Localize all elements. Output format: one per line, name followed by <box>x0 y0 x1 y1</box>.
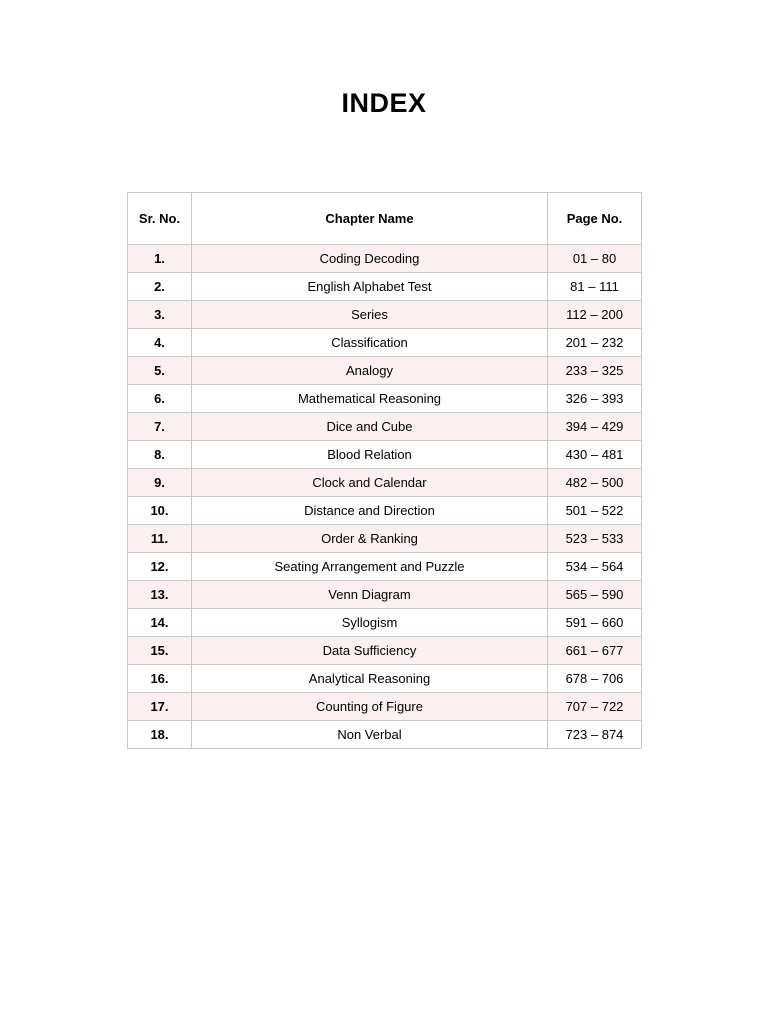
row-chapter-name: Non Verbal <box>192 721 548 749</box>
table-row <box>128 525 642 553</box>
header-page-no: Page No. <box>548 193 642 245</box>
table-row <box>128 301 642 329</box>
row-sr-no: 6. <box>128 385 192 413</box>
row-page-range: 707 – 722 <box>548 693 642 721</box>
row-chapter-name: Syllogism <box>192 609 548 637</box>
row-page-range: 01 – 80 <box>548 245 642 273</box>
row-chapter-name: Dice and Cube <box>192 413 548 441</box>
page-title: INDEX <box>341 88 427 118</box>
row-sr-no: 10. <box>128 497 192 525</box>
table-row <box>128 441 642 469</box>
row-sr-no: 16. <box>128 665 192 693</box>
row-chapter-name: Data Sufficiency <box>192 637 548 665</box>
index-table <box>127 192 642 749</box>
row-sr-no: 2. <box>128 273 192 301</box>
table-row <box>128 385 642 413</box>
row-sr-no: 17. <box>128 693 192 721</box>
row-page-range: 523 – 533 <box>548 525 642 553</box>
row-sr-no: 5. <box>128 357 192 385</box>
row-page-range: 723 – 874 <box>548 721 642 749</box>
row-sr-no: 9. <box>128 469 192 497</box>
row-page-range: 326 – 393 <box>548 385 642 413</box>
row-chapter-name: Coding Decoding <box>192 245 548 273</box>
table-row <box>128 553 642 581</box>
header-chapter-name: Chapter Name <box>192 193 548 245</box>
row-sr-no: 3. <box>128 301 192 329</box>
row-page-range: 233 – 325 <box>548 357 642 385</box>
row-page-range: 661 – 677 <box>548 637 642 665</box>
table-row <box>128 329 642 357</box>
table-row <box>128 665 642 693</box>
table-row <box>128 721 642 749</box>
header-sr-no: Sr. No. <box>128 193 192 245</box>
row-page-range: 201 – 232 <box>548 329 642 357</box>
table-row <box>128 357 642 385</box>
row-page-range: 482 – 500 <box>548 469 642 497</box>
table-row <box>128 245 642 273</box>
row-chapter-name: Mathematical Reasoning <box>192 385 548 413</box>
row-chapter-name: Venn Diagram <box>192 581 548 609</box>
row-page-range: 501 – 522 <box>548 497 642 525</box>
row-chapter-name: Counting of Figure <box>192 693 548 721</box>
row-page-range: 678 – 706 <box>548 665 642 693</box>
table-row <box>128 273 642 301</box>
row-chapter-name: Seating Arrangement and Puzzle <box>192 553 548 581</box>
row-chapter-name: English Alphabet Test <box>192 273 548 301</box>
row-sr-no: 4. <box>128 329 192 357</box>
table-row <box>128 469 642 497</box>
row-page-range: 534 – 564 <box>548 553 642 581</box>
table-row <box>128 413 642 441</box>
row-chapter-name: Clock and Calendar <box>192 469 548 497</box>
row-sr-no: 13. <box>128 581 192 609</box>
row-page-range: 430 – 481 <box>548 441 642 469</box>
row-page-range: 565 – 590 <box>548 581 642 609</box>
row-sr-no: 11. <box>128 525 192 553</box>
row-sr-no: 7. <box>128 413 192 441</box>
row-chapter-name: Blood Relation <box>192 441 548 469</box>
row-sr-no: 14. <box>128 609 192 637</box>
row-sr-no: 8. <box>128 441 192 469</box>
row-page-range: 112 – 200 <box>548 301 642 329</box>
table-body <box>128 245 642 749</box>
table-row <box>128 609 642 637</box>
row-chapter-name: Classification <box>192 329 548 357</box>
table-header-row <box>128 193 642 245</box>
table-row <box>128 693 642 721</box>
row-chapter-name: Analogy <box>192 357 548 385</box>
row-chapter-name: Order & Ranking <box>192 525 548 553</box>
row-sr-no: 15. <box>128 637 192 665</box>
row-sr-no: 1. <box>128 245 192 273</box>
row-chapter-name: Series <box>192 301 548 329</box>
row-chapter-name: Analytical Reasoning <box>192 665 548 693</box>
table-row <box>128 637 642 665</box>
table-row <box>128 581 642 609</box>
row-sr-no: 12. <box>128 553 192 581</box>
row-sr-no: 18. <box>128 721 192 749</box>
table-row <box>128 497 642 525</box>
row-page-range: 81 – 111 <box>548 273 642 301</box>
row-page-range: 394 – 429 <box>548 413 642 441</box>
row-page-range: 591 – 660 <box>548 609 642 637</box>
row-chapter-name: Distance and Direction <box>192 497 548 525</box>
